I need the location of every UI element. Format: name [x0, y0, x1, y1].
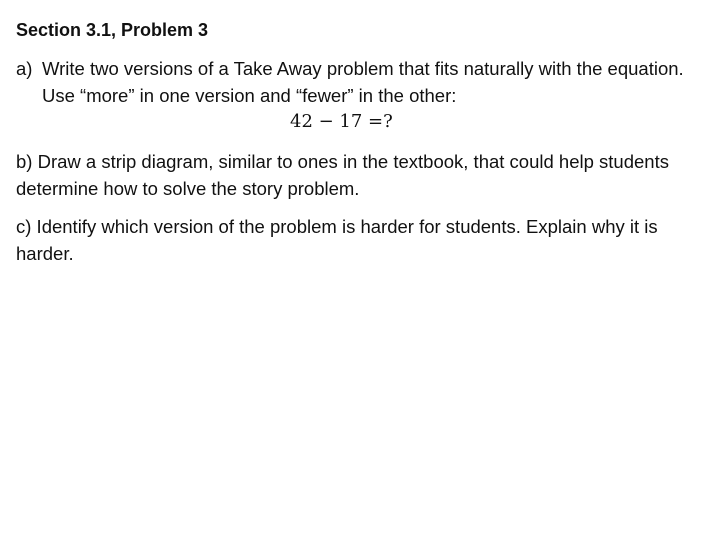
problem-part-b: b) Draw a strip diagram, similar to ones in the textbook, that could help students determine how to solve the story problem.: [16, 151, 669, 199]
slide-title: Section 3.1, Problem 3: [16, 20, 209, 40]
problem-part-c: c) Identify which version of the problem is harder for students. Explain why it is harder.: [16, 216, 658, 264]
part-a-label: a): [16, 58, 33, 79]
equation: 42 − 17 =?: [290, 111, 393, 132]
part-a-text: Write two versions of a Take Away problem that fits naturally with the equation. Use “more” in one version and “fewer” in the other:: [42, 58, 684, 106]
